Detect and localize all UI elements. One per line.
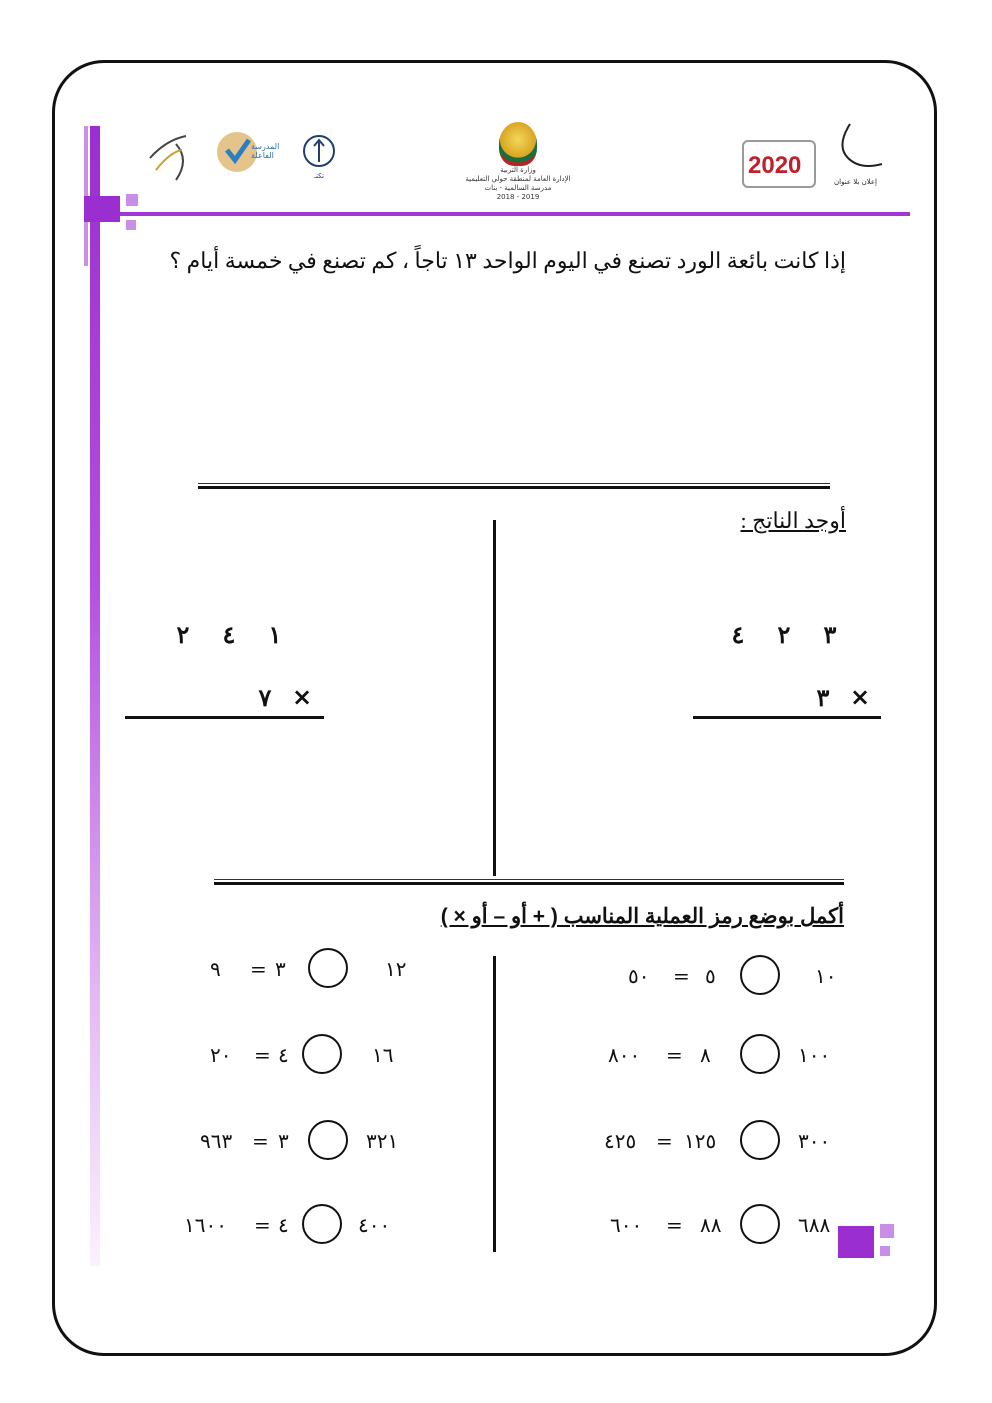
equation-operand-a: ٤٠٠: [358, 1213, 391, 1237]
decorative-horizontal-bar: [120, 212, 910, 216]
section-divider: [198, 483, 830, 489]
equation-operand-a: ٣٠٠: [798, 1129, 831, 1153]
kuwait-crest-icon: [499, 122, 537, 166]
equation-row: [600, 1204, 845, 1246]
equation-result: ٩٦٣: [200, 1129, 233, 1153]
equation-result: ٥٠: [628, 964, 650, 988]
equation-operand-b: ٨٨: [700, 1213, 722, 1237]
vision-2020-text: 2020: [748, 152, 802, 179]
logo-right-calligraphy: [830, 122, 892, 192]
equation-operand-a: ١٠: [815, 964, 837, 988]
decorative-square-small: [880, 1246, 890, 1256]
equals-sign: =: [252, 1129, 269, 1153]
logo-swoosh-left: [146, 130, 196, 186]
equation-operand-b: ٥: [705, 964, 716, 988]
section-3-title: أكمل بوضع رمز العملية المناسب ( + أو – أو × ): [440, 905, 844, 928]
equation-row: [600, 1120, 845, 1162]
multiply-sign-right: ×: [850, 683, 871, 711]
operator-answer-circle[interactable]: [302, 1204, 342, 1244]
equation-result: ٤٢٥: [604, 1129, 637, 1153]
operator-answer-circle[interactable]: [302, 1034, 342, 1074]
equation-operand-b: ٣: [278, 1129, 289, 1153]
ministry-line: مدرسة السالمية - بنات: [484, 184, 552, 192]
equation-operand-b: ١٢٥: [684, 1129, 717, 1153]
equals-sign: =: [656, 1129, 673, 1153]
decorative-vertical-bar: [90, 126, 100, 1266]
section-2-title: أوجد الناتج :: [740, 508, 846, 533]
equation-operand-b: ٨: [700, 1043, 711, 1067]
equation-operand-b: ٣: [275, 957, 286, 981]
equation-operand-a: ١٠٠: [798, 1043, 831, 1067]
logo-effective-school: [215, 128, 285, 176]
equals-sign: =: [254, 1043, 271, 1067]
equation-row: [180, 1204, 425, 1246]
digit: ٢: [176, 620, 190, 649]
equals-sign: =: [254, 1213, 271, 1237]
equation-operand-b: ٤: [278, 1213, 289, 1237]
decorative-square-small: [126, 194, 138, 206]
equation-operand-a: ١٢: [385, 957, 407, 981]
equation-row: [180, 1120, 425, 1162]
decorative-square-small: [880, 1224, 894, 1238]
digit: ٤: [731, 620, 745, 649]
decorative-square: [84, 196, 120, 222]
multiplicand-right: [715, 620, 853, 649]
ministry-line: الإدارة العامة لمنطقة حولي التعليمية: [465, 175, 571, 183]
digit: ٤: [222, 620, 236, 649]
column-divider: [493, 520, 496, 876]
question-1-text: إذا كانت بائعة الورد تصنع في اليوم الواحد ١٣ تاجاً ، كم تصنع في خمسة أيام ؟: [169, 248, 846, 273]
equals-sign: =: [673, 964, 690, 988]
operator-answer-circle[interactable]: [308, 948, 348, 988]
ministry-line: وزارة التربية: [500, 166, 536, 174]
equals-sign: =: [666, 1213, 683, 1237]
section-divider: [214, 879, 844, 885]
logo-effective-school-text: المدرسة الفاعلة: [251, 142, 280, 160]
equation-operand-a: ١٦: [372, 1043, 394, 1067]
digit: ٢: [777, 620, 791, 649]
equation-result: ١٦٠٠: [184, 1213, 227, 1237]
logo-right-caption: إعلان بلا عنوان: [834, 178, 878, 186]
operator-answer-circle[interactable]: [740, 1120, 780, 1160]
equation-result: ٨٠٠: [608, 1043, 641, 1067]
operator-answer-circle[interactable]: [740, 955, 780, 995]
digit: ١: [268, 620, 282, 649]
operator-answer-circle[interactable]: [740, 1204, 780, 1244]
answer-line-left: [125, 716, 324, 719]
equation-row: [600, 955, 845, 997]
multiplier-left: [242, 683, 288, 712]
multiplicand-left: [160, 620, 298, 649]
logo-emblem-round: [300, 134, 338, 182]
logo-emblem-text: تكنـ: [314, 172, 324, 180]
digit: ٧: [258, 683, 272, 712]
equation-result: ٦٠٠: [610, 1213, 643, 1237]
operator-answer-circle[interactable]: [740, 1034, 780, 1074]
logo-vision-2020: [742, 140, 816, 188]
digit: ٣: [823, 620, 837, 649]
multiply-sign-left: ×: [292, 683, 313, 711]
equation-row: [180, 948, 425, 990]
equation-row: [600, 1034, 845, 1076]
equation-row: [180, 1034, 425, 1076]
decorative-square-small: [126, 220, 136, 230]
equation-result: ٢٠: [210, 1043, 232, 1067]
column-divider: [493, 956, 496, 1252]
equation-result: ٩: [210, 957, 221, 981]
ministry-header: [458, 122, 578, 202]
answer-line-right: [693, 716, 881, 719]
equation-operand-b: ٤: [278, 1043, 289, 1067]
equation-operand-a: ٣٢١: [366, 1129, 399, 1153]
digit: ٣: [816, 683, 830, 712]
equals-sign: =: [666, 1043, 683, 1067]
equation-operand-a: ٦٨٨: [798, 1213, 831, 1237]
multiplier-right: [800, 683, 846, 712]
operator-answer-circle[interactable]: [308, 1120, 348, 1160]
equals-sign: =: [250, 957, 267, 981]
ministry-line: 2018 - 2019: [496, 193, 540, 201]
